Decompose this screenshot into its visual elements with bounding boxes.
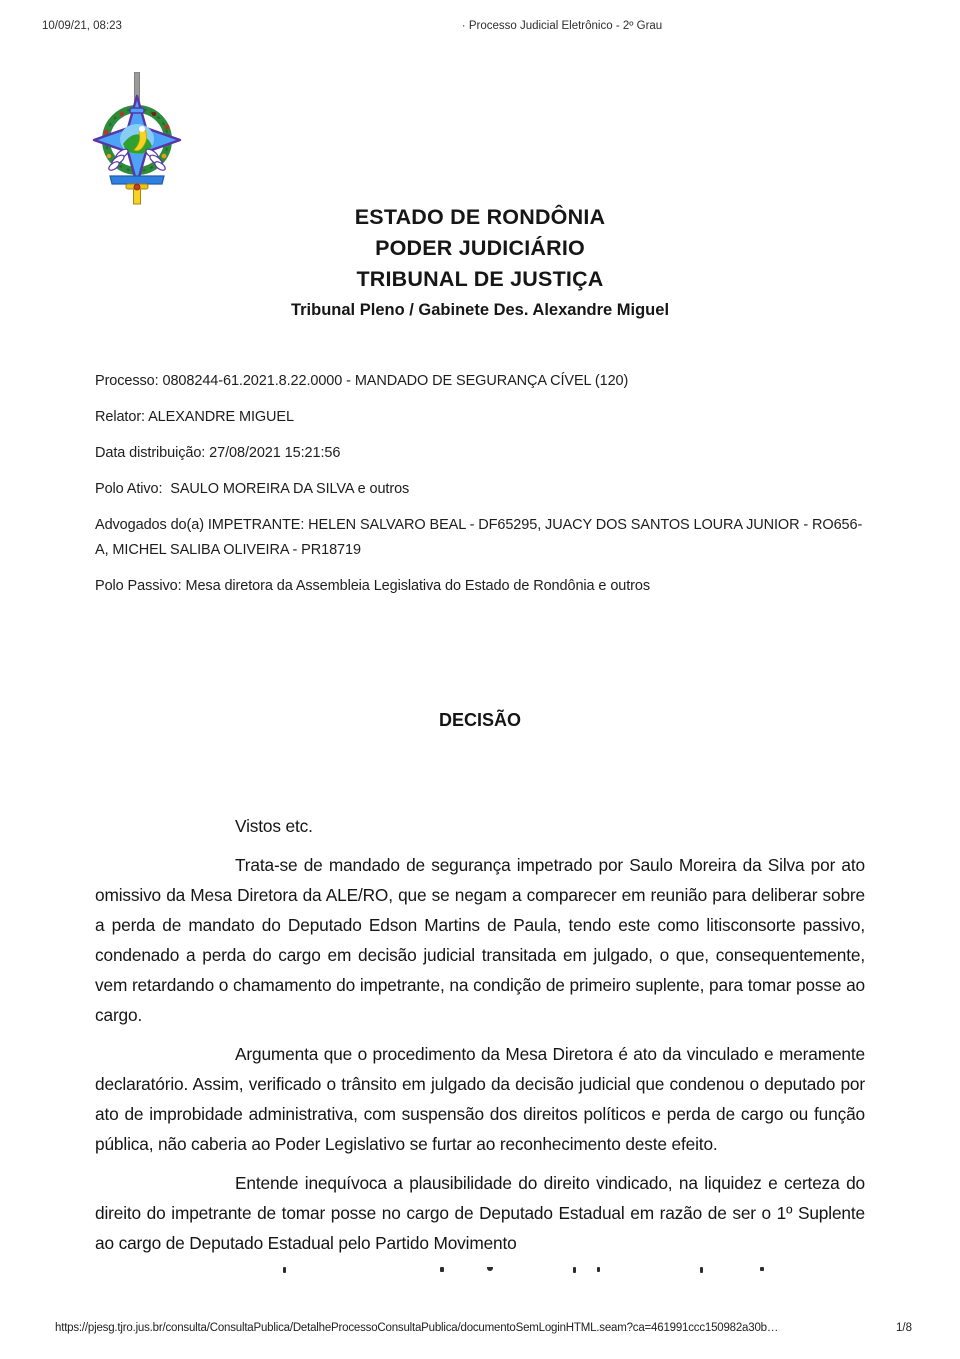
clipped-line-fragments bbox=[95, 1267, 865, 1277]
decision-text bbox=[95, 811, 865, 1277]
letterhead-chamber: Tribunal Pleno / Gabinete Des. Alexandre Miguel bbox=[290, 301, 670, 319]
process-info bbox=[95, 369, 865, 599]
letterhead-state: ESTADO DE RONDÔNIA bbox=[354, 205, 606, 229]
rondonia-coat-of-arms-icon bbox=[92, 72, 182, 206]
process-number-line: Processo: 0808244-61.2021.8.22.0000 - MANDADO DE SEGURANÇA CÍVEL (120) bbox=[95, 373, 629, 389]
decision-paragraph-4: Entende inequívoca a plausibilidade do direito vindicado, na liquidez e certeza do direito do impetrante de tomar posse no cargo de Deputado Estadual em razão de ser o 1º Suplente ao cargo de Deputado Estadual pelo Partido Movimento bbox=[95, 1173, 865, 1253]
decision-paragraph-1: Vistos etc. bbox=[235, 816, 313, 836]
document-body bbox=[0, 369, 960, 1277]
process-distribution-date-line: Data distribuição: 27/08/2021 15:21:56 bbox=[95, 445, 341, 461]
letterhead-court: TRIBUNAL DE JUSTIÇA bbox=[356, 267, 604, 291]
letterhead-branch: PODER JUDICIÁRIO bbox=[375, 236, 585, 260]
process-polo-passivo-line: Polo Passivo: Mesa diretora da Assembleia Legislativa do Estado de Rondônia e outros bbox=[95, 578, 651, 594]
print-doc-title: · Processo Judicial Eletrônico - 2º Grau bbox=[461, 20, 663, 32]
decision-paragraph-2: Trata-se de mandado de segurança impetrado por Saulo Moreira da Silva por ato omissivo da Mesa Diretora da ALE/RO, que se negam a comparecer em reunião para deliberar sobre a perda de mandato do Deputado Edson Martins de Paula, tendo este como litisconsorte passivo, condenado a perda do cargo em decisão judicial transitada em julgado, o que, consequentemente, vem retardando o chamamento do impetrante, na condição de primeiro suplente, para tomar posse ao cargo. bbox=[95, 855, 865, 1025]
print-footer bbox=[0, 1322, 960, 1338]
rondonia-coat-of-arms-svg bbox=[92, 72, 182, 206]
print-footer-url: https://pjesg.tjro.jus.br/consulta/ConsultaPublica/DetalheProcessoConsultaPublica/documentoSemLoginHTML.seam?ca=461991ccc150982a30b… bbox=[55, 1322, 779, 1334]
process-relator-line: Relator: ALEXANDRE MIGUEL bbox=[95, 409, 294, 425]
print-datetime: 10/09/21, 08:23 bbox=[42, 20, 122, 32]
process-advogados-line: Advogados do(a) IMPETRANTE: HELEN SALVARO BEAL - DF65295, JUACY DOS SANTOS LOURA JUNIOR - RO656-A, MICHEL SALIBA OLIVEIRA - PR18719 bbox=[95, 517, 863, 558]
decision-heading: DECISÃO bbox=[438, 710, 521, 730]
print-header bbox=[0, 20, 960, 36]
decision-paragraph-3: Argumenta que o procedimento da Mesa Diretora é ato da vinculado e meramente declaratório. Assim, verificado o trânsito em julgado da decisão judicial que condenou o deputado por ato de improbidade administrativa, com suspensão dos direitos políticos e perda de cargo ou função pública, não caberia ao Poder Legislativo se furtar ao reconhecimento deste efeito. bbox=[95, 1044, 865, 1154]
print-footer-page-number: 1/8 bbox=[896, 1322, 912, 1334]
process-polo-ativo-line: Polo Ativo: SAULO MOREIRA DA SILVA e outros bbox=[95, 481, 410, 497]
